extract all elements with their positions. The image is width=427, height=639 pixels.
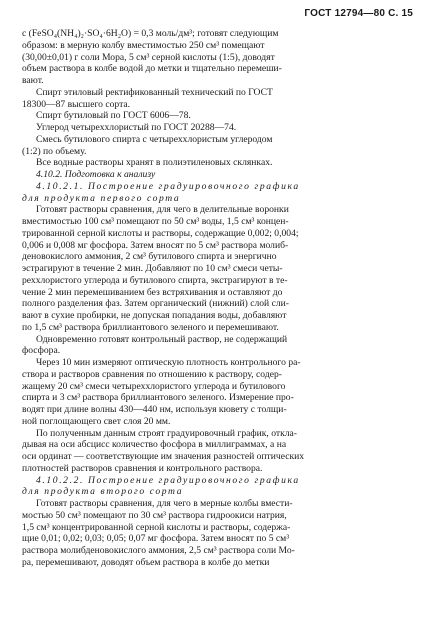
paragraph: 4.10.2.2. Построение градуировочного графика для продукта второго сорта: [22, 474, 300, 498]
paragraph: Одновременно готовят контрольный раствор, не содержащий фосфора.: [22, 333, 288, 357]
paragraph: 4.10.2. Подготовка к анализу: [36, 169, 156, 180]
paragraph: c (FeSO₄(NH₄)₂·SO₄·6H₂O) = 0,3 моль/дм³; готовят следующим образом: в мерную колбу вместимостью 250 см³ помещают (30,00±0,01) г соли Мора, 5 см³ серной кислоты (1:5), доводят объем раствора в колбе водой до метки и тщательно перемеши- вают.: [22, 28, 282, 86]
paragraph: Все водные растворы хранят в полиэтиленовых склянках.: [36, 157, 273, 169]
paragraph: Смесь бутилового спирта с четыреххлористым углеродом (1:2) по объему.: [22, 133, 273, 157]
document-body: [22, 28, 412, 569]
page-header: ГОСТ 12794—80 С. 15: [304, 8, 413, 19]
paragraph: Спирт бутиловый по ГОСТ 6006—78.: [36, 110, 191, 122]
paragraph: По полученным данным строят градуировочный график, откла- дывая на оси абсцисс количество фосфора в миллиграммах, а на оси ординат — соответствующие им значения разностей оптических плотностей растворов сравнения и контрольного раствора.: [22, 427, 305, 474]
paragraph: Спирт этиловый ректификованный технический по ГОСТ 18300—87 высшего сорта.: [22, 86, 273, 110]
paragraph: Углерод четыреххлористый по ГОСТ 20288—74.: [36, 122, 237, 133]
paragraph: Готовят растворы сравнения, для чего в делительные воронки вместимостью 100 см³ помещают по 50 см³ воды, 1,5 см³ концен- трированной серной кислоты и растворы, содержащие 0,002; 0,004; 0,006 и 0,008 мг фосфора. Затем вносят по 5 см³ раствора молиб- деновокислого аммония, 2 см³ бутилового спирта и энергично эстрагируют в течение 2 мин. Добавляют по 10 см³ смеси четы- реххлористого углерода и бутилового спирта, экстрагируют в те- чение 2 мин перемешиванием без встряхивания и оставляют до полного разделения фаз. Затем органический (нижний) слой сли- вают в сухие пробирки, не допуская попадания воды, добавляют по 1,5 см³ раствора бриллиантового зеленого и перемешивают.: [22, 204, 299, 333]
paragraph: Через 10 мин измеряют оптическую плотность контрольного ра- створа и растворов сравнения по отношению к раствору, содер- жащему 20 см³ смеси четыреххлористого углерода и бутилового спирта и 3 см³ раствора бриллиантового зеленого. Измерение про- водят при длине волны 430—440 нм, используя кювету с толщи- ной поглощающего свет слоя 20 мм.: [22, 357, 301, 427]
paragraph: 4.10.2.1. Построение градуировочного графика для продукта первого сорта: [22, 180, 300, 204]
paragraph: Готовят растворы сравнения, для чего в мерные колбы вмести- мостью 50 см³ помещают по 30 см³ раствора гидроокиси натрия, 1,5 см³ концентрированной серной кислоты и растворы, содержа- щие 0,01; 0,02; 0,03; 0,05; 0,07 мг фосфора. Затем вносят по 5 см³ раствора молибденовокислого аммония, 2,5 см³ раствора соли Мо- ра, перемешивают, доводят объем раствора в колбе до метки: [22, 498, 295, 568]
